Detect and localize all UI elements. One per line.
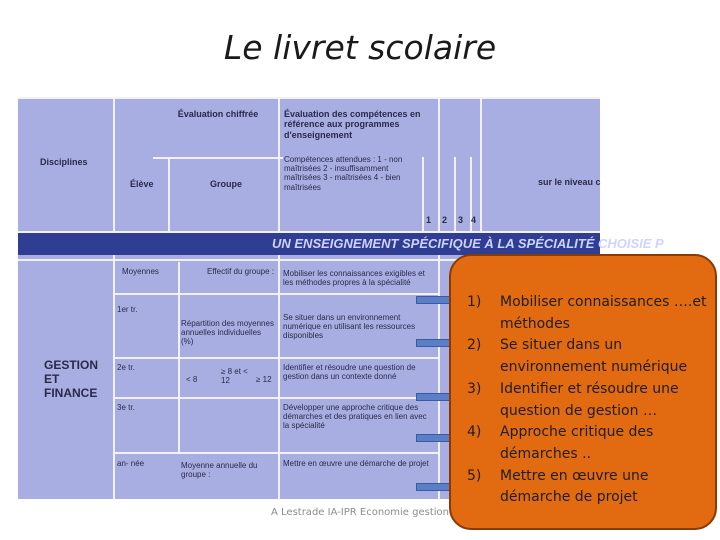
grid-line [454,157,456,231]
list-item [467,466,712,509]
list-item [467,379,712,422]
level-1: 1 [426,215,432,225]
slide-footer: A Lestrade IA-IPR Economie gestion [271,507,450,518]
repartition-label: Répartition des moyennes annuelles individuelles (%) [181,319,274,347]
header-disciplines: Disciplines [40,157,88,167]
header-groupe: Groupe [210,179,243,189]
competences-legend: Compétences attendues : 1 - non maîtrisées 2 - insuffisamment maîtrisées 3 - maîtrisées 4 - bien maîtrisées [284,155,403,192]
range-mid: ≥ 8 et < 12 [221,367,248,386]
trimestre-1: 1er tr. [117,305,138,314]
range-high: ≥ 12 [256,375,272,384]
slide-title: Le livret scolaire [223,28,497,67]
list-text: Identifier et résoudre une question de gestion … [500,380,679,419]
list-text: Mettre en œuvre une démarche de projet [500,467,649,506]
grid-line [178,262,180,454]
header-eleve: Élève [130,179,154,189]
grid-line [153,157,283,159]
list-number: 3) [467,380,482,397]
level-4: 4 [471,215,477,225]
grid-line [113,397,438,399]
competences-callout [449,254,717,530]
list-number: 1) [467,294,482,310]
grid-line [168,157,170,231]
competences-list [467,292,712,509]
moyenne-annuelle-label: Moyenne annuelle du groupe : [181,461,258,480]
grid-line [113,357,438,359]
list-number: 4) [467,424,482,441]
trimestre-annee: an- née [117,459,145,468]
competence-5: Mettre en œuvre une démarche de projet [283,459,429,468]
list-number: 2) [467,337,482,354]
list-item [467,422,712,465]
list-item [467,292,712,335]
grid-line [113,293,438,295]
list-text: Se situer dans un environnement numérique [500,337,688,376]
header-competences: Évaluation des compétences en référence aux programmes d'enseignement [284,109,421,140]
trimestre-3: 3e tr. [117,403,135,412]
range-low: < 8 [186,375,198,384]
level-2: 2 [442,215,448,225]
grid-line [18,97,600,99]
competence-2: Se situer dans un environnement numérique en utilisant les ressources disponibles [283,313,416,341]
header-evaluation: Évaluation chiffrée [177,109,259,119]
grid-line [278,97,280,499]
list-text: Approche critique des démarches .. [500,424,654,462]
moyennes-label: Moyennes [122,267,159,276]
trimestre-2: 2e tr. [117,363,135,372]
list-number: 5) [467,467,482,484]
competence-1: Mobiliser les connaissances exigibles et les méthodes propres à la spécialité [283,269,425,288]
grid-line [422,157,424,231]
competence-3: Identifier et résoudre une question de gestion dans un contexte donné [283,363,416,382]
grid-line [113,452,438,454]
discipline-name: GESTION ET FINANCE [44,358,99,400]
effectif-label: Effectif du groupe : [206,267,274,276]
header-niveau: sur le niveau c [538,177,601,187]
grid-line [113,97,115,499]
list-text: Mobiliser connaissances ….et méthodes [500,294,707,332]
competence-4: Développer une approche critique des démarches et des pratiques en lien avec la spécialité [283,403,427,431]
level-3: 3 [458,215,464,225]
list-item [467,335,712,378]
specialite-band-text: UN ENSEIGNEMENT SPÉCIFIQUE À LA SPÉCIALITÉ CHOISIE P [272,236,664,251]
